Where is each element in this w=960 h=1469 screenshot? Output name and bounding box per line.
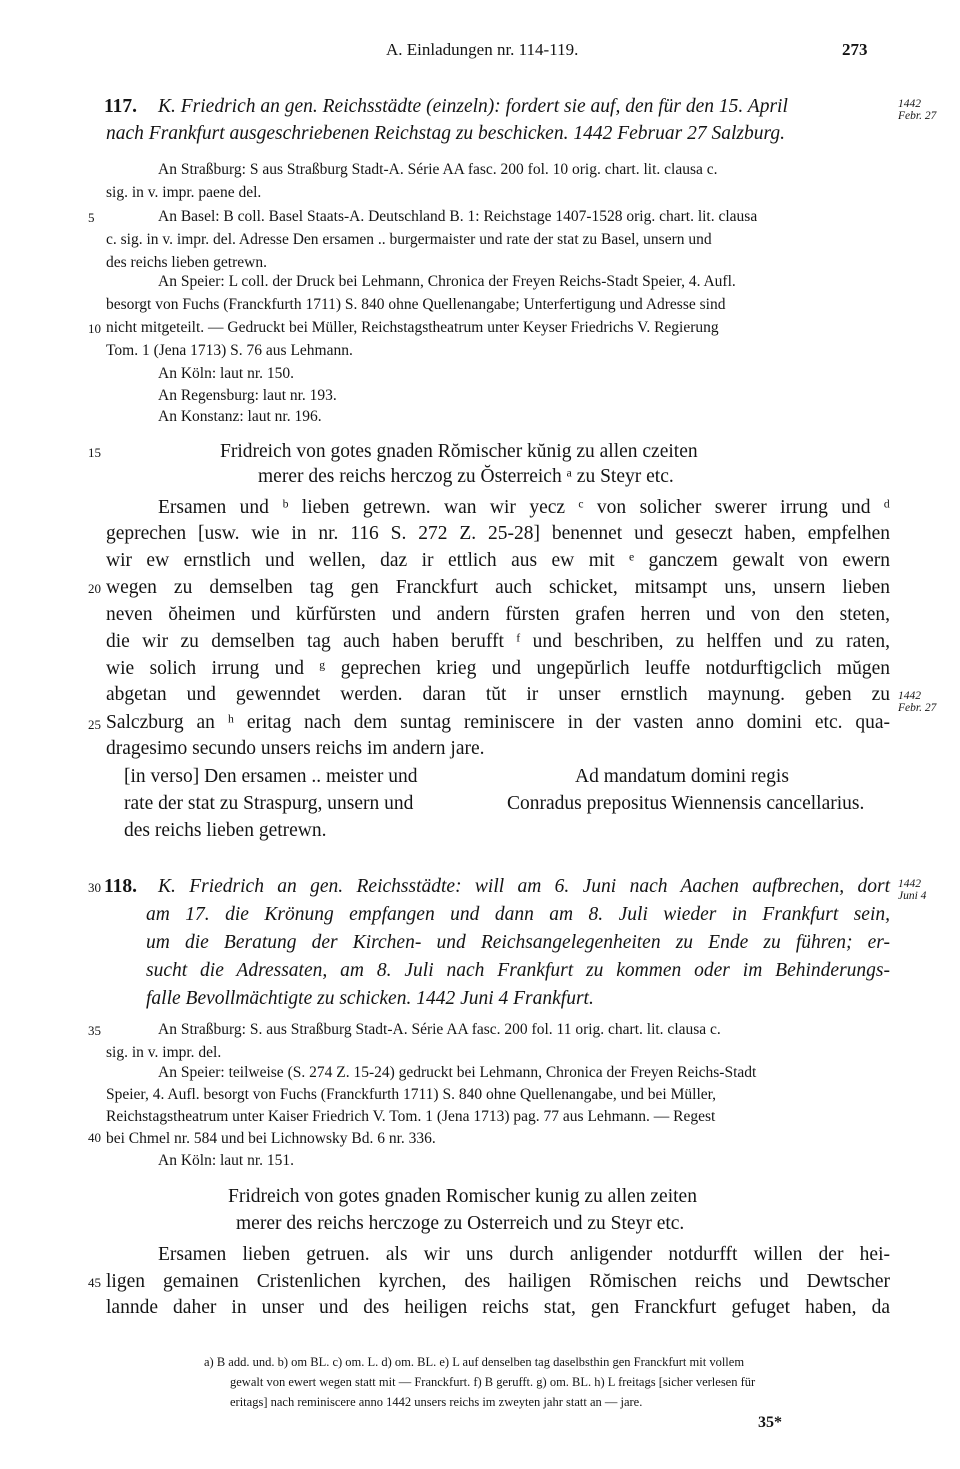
apparatus-line: An Regensburg: laut nr. 193. [158, 387, 337, 404]
margin-date-118 [898, 878, 926, 902]
margin-year: 1442 [898, 878, 921, 890]
apparatus-line: sig. in v. impr. paene del. [106, 184, 262, 201]
apparatus-line: bei Chmel nr. 584 und bei Lichnowsky Bd. 6 nr. 336. [106, 1130, 436, 1147]
footnote-line: a) B add. und. b) om BL. c) om. L. d) om. BL. e) L auf denselben tag daselbsthin gen Franckfurt mit vollem [204, 1355, 745, 1369]
apparatus-line: des reichs lieben getrewn. [106, 254, 267, 271]
apparatus-line: sig. in v. impr. del. [106, 1044, 222, 1061]
apparatus-line: An Köln: laut nr. 151. [158, 1152, 295, 1169]
margin-day: Febr. 27 [898, 702, 937, 714]
line-number: 45 [88, 1275, 101, 1290]
apparatus-line: An Basel: B coll. Basel Staats-A. Deutschland B. 1: Reichstage 1407-1528 orig. chart. lit. clausa [158, 208, 758, 225]
apparatus-line: Speier, 4. Aufl. besorgt von Fuchs (Franckfurth 1711) S. 840 ohne Quellenangabe, und bei Müller, [106, 1086, 717, 1103]
apparatus-line: An Straßburg: S. aus Straßburg Stadt-A. Série AA fasc. 200 fol. 11 orig. chart. lit. clausa c. [158, 1021, 721, 1038]
doc-118-number: 118. [104, 876, 138, 897]
subscription-line: Conradus prepositus Wiennensis cancellarius. [507, 793, 865, 814]
margin-date-117 [898, 98, 936, 122]
apparatus-line: An Speier: teilweise (S. 274 Z. 15-24) gedruckt bei Lehmann, Chronica der Freyen Reichs-Stadt [158, 1064, 757, 1081]
subscription-line: Ad mandatum domini regis [575, 766, 789, 787]
salutation-line: Fridreich von gotes gnaden Romischer kunig zu allen zeiten [228, 1186, 697, 1207]
apparatus-line: Reichstagstheatrum unter Kaiser Friedrich V. Tom. 1 (Jena 1713) pag. 77 aus Lehmann. — Regest [106, 1108, 716, 1125]
text-line: neven ŏheimen und kŭrfŭrsten und andern fŭrsten grafen herren und von den steten, [106, 604, 890, 625]
apparatus-line: An Straßburg: S aus Straßburg Stadt-A. Série AA fasc. 200 fol. 10 orig. chart. lit. clausa c. [158, 161, 718, 178]
salutation-line: merer des reichs herczoge zu Osterreich und zu Steyr etc. [236, 1213, 685, 1234]
address-line: [in verso] Den ersamen .. meister und [124, 766, 418, 787]
margin-year: 1442 [898, 98, 921, 110]
apparatus-line: An Speier: L coll. der Druck bei Lehmann, Chronica der Freyen Reichs-Stadt Speier, 4. Aufl. [158, 273, 736, 290]
line-number: 40 [88, 1130, 101, 1145]
margin-day: Juni 4 [898, 890, 927, 902]
text-line: abgetan und gewenndet werden. daran tŭt ir unser ernstlich maynung. geben zu [106, 684, 890, 705]
doc-118-title-line: sucht die Adressaten, am 8. Juli nach Frankfurt zu kommen oder im Behinderungs- [146, 960, 890, 981]
text-line: Ersamen und ᵇ lieben getrewn. wan wir yecz ᶜ von solicher swerer irrung und ᵈ [158, 497, 890, 518]
address-line: rate der stat zu Straspurg, unsern und [124, 793, 414, 814]
doc-117-title-line-1: K. Friedrich an gen. Reichsstädte (einzeln): fordert sie auf, den für den 15. April [158, 96, 788, 117]
text-line: die wir zu demselben tag auch haben berufft ᶠ und beschriben, zu helffen und zu raten, [106, 631, 890, 652]
page-number: 273 [842, 40, 868, 59]
apparatus-line: nicht mitgeteilt. — Gedruckt bei Müller, Reichstagstheatrum unter Keyser Friedrichs V. Regierung [106, 319, 719, 336]
line-number: 10 [88, 321, 101, 336]
text-line: lannde daher in unser und des heiligen reichs stat, gen Franckfurt gefuget haben, da [106, 1297, 890, 1318]
doc-118-title-line: am 17. die Krönung empfangen und dann am 8. Juli wieder in Frankfurt sein, [146, 904, 890, 925]
doc-117-number: 117. [104, 96, 138, 117]
line-number: 15 [88, 445, 101, 460]
apparatus-line: c. sig. in v. impr. del. Adresse Den ersamen .. burgermaister und rate der stat zu Basel, unsern und [106, 231, 712, 248]
footnote-line: gewalt von ewert wegen statt mit — Franckfurt. f) B gerufft. g) om. BL. h) L freitags [sicher verlesen für [230, 1375, 756, 1389]
text-line: Ersamen lieben getruen. als wir uns durch anligender notdurfft willen der hei- [158, 1244, 890, 1265]
signature-mark: 35* [758, 1414, 782, 1431]
doc-117-title-line-2: nach Frankfurt ausgeschriebenen Reichstag zu beschicken. 1442 Februar 27 Salzburg. [106, 123, 785, 144]
salutation-line: Fridreich von gotes gnaden Rŏmischer kŭnig zu allen czeiten [220, 441, 698, 462]
line-number: 5 [88, 210, 95, 225]
margin-day: Febr. 27 [898, 110, 937, 122]
text-line: wir ew ernstlich und wellen, daz ir ettlich aus ew mit ᵉ ganczem gewalt von ewern [106, 550, 890, 571]
line-number: 30 [88, 880, 101, 895]
doc-118-title-line: K. Friedrich an gen. Reichsstädte: will am 6. Juni nach Aachen aufbrechen, dort [158, 876, 890, 897]
apparatus-line: Tom. 1 (Jena 1713) S. 76 aus Lehmann. [106, 342, 353, 359]
margin-year: 1442 [898, 690, 921, 702]
apparatus-line: An Konstanz: laut nr. 196. [158, 408, 322, 425]
line-number: 25 [88, 717, 101, 732]
text-line: Salczburg an ʰ eritag nach dem suntag reminiscere in der vasten anno domini etc. qua- [106, 712, 890, 733]
text-line: geprechen [usw. wie in nr. 116 S. 272 Z. 25-28] benennet und geseczt haben, empfelhen [106, 523, 890, 544]
apparatus-line: An Köln: laut nr. 150. [158, 365, 295, 382]
text-line: wie solich irrung und ᵍ geprechen krieg und ungepŭrlich leuffe notdurftigclich mŭgen [106, 658, 890, 679]
footnote-line: eritags] nach reminiscere anno 1442 unsers reichs im zweyten jahr statt an — jare. [230, 1395, 643, 1409]
text-line: dragesimo secundo unsers reichs im andern jare. [106, 738, 485, 759]
line-number: 20 [88, 581, 101, 596]
doc-118-title-line: um die Beratung der Kirchen- und Reichsangelegenheiten zu Ende zu führen; er- [146, 932, 890, 953]
line-number: 35 [88, 1023, 101, 1038]
salutation-line: merer des reichs herczog zu Ŏsterreich ᵃ zu Steyr etc. [258, 466, 674, 487]
apparatus-line: besorgt von Fuchs (Franckfurth 1711) S. 840 ohne Quellenangabe; Unterfertigung und Adresse sind [106, 296, 726, 313]
address-line: des reichs lieben getrewn. [124, 820, 327, 841]
text-line: ligen gemainen Cristenlichen kyrchen, des hailigen Rŏmischen reichs und Dewtscher [106, 1271, 890, 1292]
doc-118-title-line: falle Bevollmächtigte zu schicken. 1442 Juni 4 Frankfurt. [146, 988, 594, 1009]
margin-date-117-text [898, 690, 936, 714]
text-line: wegen zu demselben tag gen Franckfurt auch schicket, mitsampt uns, unsern lieben [106, 577, 890, 598]
running-title: A. Einladungen nr. 114-119. [386, 40, 579, 59]
